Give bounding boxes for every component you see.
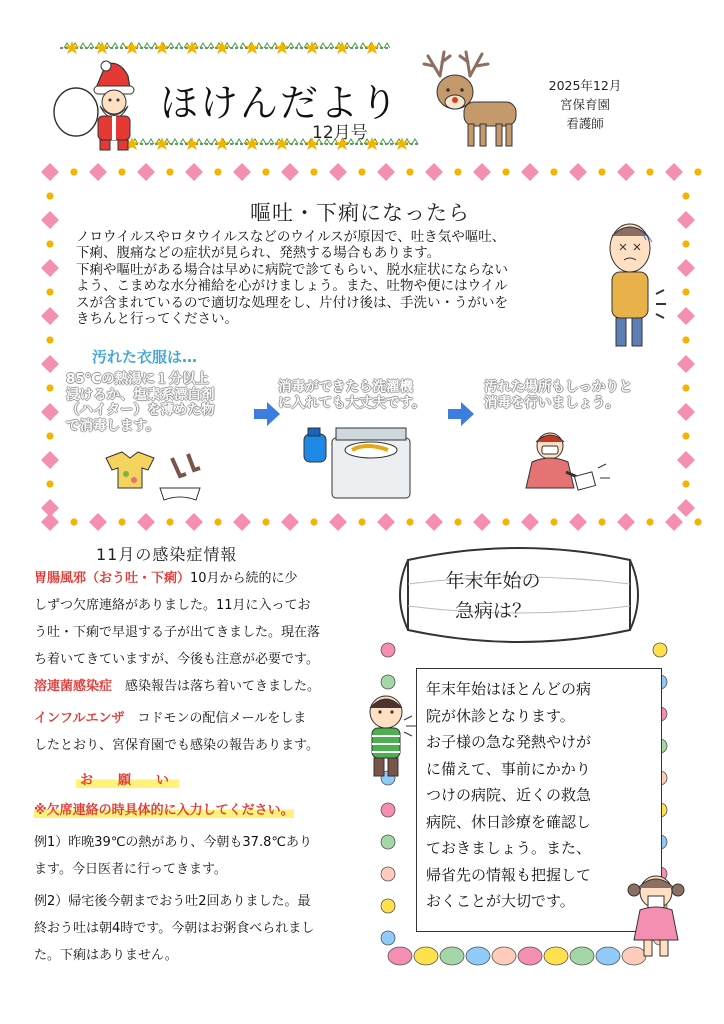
example-line: 終おう吐は朝4時です。今朝はお粥食べられまし [34, 921, 315, 936]
newyear-line: お子様の急な発熱やけが [426, 733, 592, 751]
newyear-line: 院が休診となります。 [426, 706, 575, 725]
intro-line: スが含まれているので適切な処理をし、片付け後は、手洗い・うがいを [76, 294, 508, 311]
sneezing-girl-illustration [622, 868, 692, 960]
cloud-puff [596, 947, 620, 965]
intro-line: ノロウイルスやロタウイルスなどのウイルスが原因で、吐き気や嘔吐、 [76, 229, 506, 245]
cloud-puff [466, 947, 490, 965]
page-title: ほけんだより [160, 81, 401, 125]
newyear-line: に備えて、事前にかかり [426, 759, 591, 778]
coughing-boy-illustration [360, 690, 426, 782]
balloon-dot [381, 675, 395, 689]
balloon-dot [653, 643, 667, 657]
balloon-dot [381, 803, 395, 817]
infection-info-title: 11月の感染症情報 [96, 545, 238, 564]
infection-text: コドモンの配信メールをしま [124, 711, 307, 726]
infection-name: 溶連菌感染症 [34, 679, 113, 694]
balloon-dot [381, 867, 395, 881]
step-line: に入れても大丈夫です。 [278, 394, 426, 411]
cloud-puff [414, 947, 438, 965]
cloud-puff [492, 947, 516, 965]
intro-line: 下痢や嘔吐がある場合は早めに病院で診てもらい、脱水症状にならない [76, 261, 508, 278]
infection-text: う吐・下痢で早退する子が出てきました。現在落 [34, 625, 321, 640]
newyear-line: 年末年始はほとんどの病 [426, 680, 592, 698]
issuer-org: 宮保育園 [559, 97, 610, 112]
infection-text: したとおり、宮保育園でも感染の報告あります。 [34, 738, 319, 753]
request-note: ※欠席連絡の時具体的に入力してください。 [34, 799, 294, 818]
step-line: で消毒します。 [66, 417, 160, 434]
step-line: （ハイター）を薄めた物 [66, 402, 215, 418]
cloud-puff [570, 947, 594, 965]
section-title-vomit: 嘔吐・下痢になったら [250, 201, 470, 225]
step-line: 消毒ができたら洗濯機 [278, 379, 413, 395]
example-line: 例1）昨晩39℃の熱があり、今朝も37.8℃あり [34, 835, 312, 850]
infection-text: しずつ欠席連絡がありました。11月に入ってお [34, 598, 311, 613]
subhead-dirty-clothes: 汚れた衣服は… [92, 348, 198, 366]
balloon-dot [381, 835, 395, 849]
infection-name: インフルエンザ [34, 711, 125, 726]
cloud-puff [518, 947, 542, 965]
cloud-puff [440, 947, 464, 965]
newyear-line: 病院、休日診療を確認し [426, 812, 592, 831]
newyear-line: ておきましょう。また、 [426, 839, 592, 857]
step-line: 汚れた場所もしっかりと [484, 379, 633, 395]
example-line: た。下痢はありません。 [34, 948, 178, 963]
step-line: 消毒を行いましょう。 [484, 394, 619, 411]
intro-line: 下痢、腹痛などの症状が見られ、発熱する場合もあります。 [76, 245, 441, 262]
issuer-role: 看護師 [566, 116, 604, 131]
request-label: お 願 い [76, 769, 179, 788]
newyear-line: おくことが大切です。 [426, 892, 575, 910]
issue-date: 2025年12月 [548, 78, 622, 93]
cloud-puff [544, 947, 568, 965]
newyear-title-line: 急病は？ [454, 600, 531, 622]
example-line: ます。今日医者に行ってきます。 [34, 862, 227, 877]
intro-line: よう、こまめな水分補給を心がけましょう。また、吐物や便にはウイル [76, 278, 508, 295]
step-line: 浸けるか、塩素系漂白剤 [66, 386, 215, 403]
infection-text: 10月から続的に少 [190, 571, 298, 586]
infection-name: 胃腸風邪（おう吐・下痢） [34, 571, 191, 586]
balloon-dot [381, 931, 395, 945]
cloud-puff [388, 947, 412, 965]
newyear-title-line: 年末年始の [445, 570, 541, 592]
newyear-line: つけの病院、近くの救急 [426, 786, 592, 804]
newyear-line: 帰省先の情報も把握して [426, 865, 592, 884]
issue-label: 12月号 [312, 123, 368, 143]
intro-line: きちんと行ってください。 [76, 311, 238, 328]
infection-text: ち着いてきていますが、今後も注意が必要です。 [34, 652, 319, 667]
step-line: 85℃の熱湯に１分以上 [66, 371, 210, 387]
balloon-dot [381, 899, 395, 913]
example-line: 例2）帰宅後今朝までおう吐2回ありました。最 [34, 894, 311, 909]
balloon-dot [381, 643, 395, 657]
infection-text: 感染報告は落ち着いてきました。 [112, 679, 321, 694]
